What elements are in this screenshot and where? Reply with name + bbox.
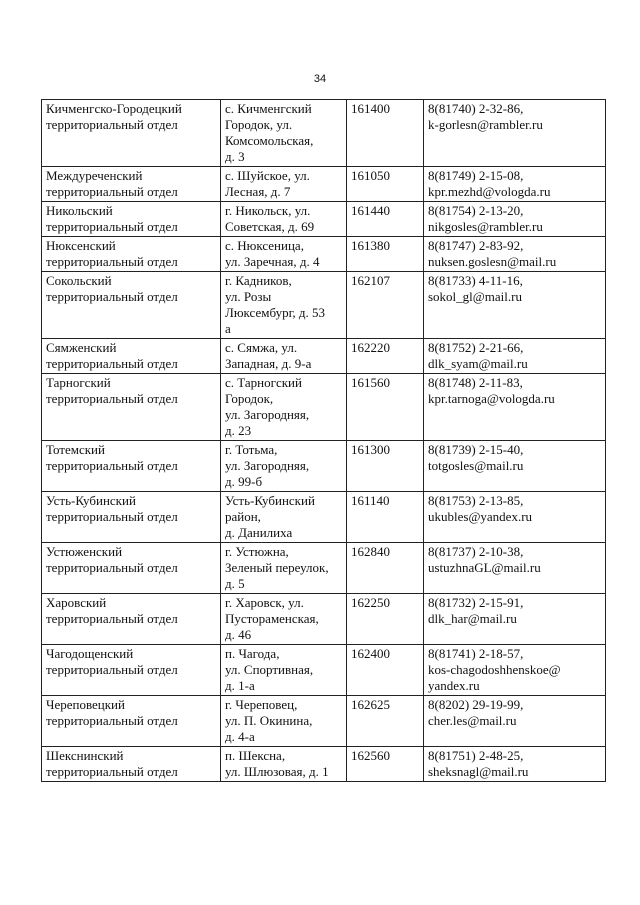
table-row xyxy=(42,272,606,339)
office-name-cell: Сокольский территориальный отдел xyxy=(42,272,221,339)
address-cell: с. Сямжа, ул. Западная, д. 9-а xyxy=(221,339,347,374)
postcode-cell: 162400 xyxy=(347,645,424,696)
address-cell: с. Нюксеница, ул. Заречная, д. 4 xyxy=(221,237,347,272)
postcode-cell: 162560 xyxy=(347,747,424,782)
offices-table xyxy=(41,99,606,782)
page-number: 34 xyxy=(313,73,327,85)
contact-cell: 8(81741) 2-18-57, kos-chagodoshhenskoe@ yandex.ru xyxy=(424,645,606,696)
office-name-cell: Сямженский территориальный отдел xyxy=(42,339,221,374)
table-row xyxy=(42,543,606,594)
office-name-cell: Кичменгско-Городецкий территориальный отдел xyxy=(42,100,221,167)
postcode-cell: 161300 xyxy=(347,441,424,492)
table-row xyxy=(42,167,606,202)
table-row xyxy=(42,747,606,782)
postcode-cell: 162107 xyxy=(347,272,424,339)
contact-cell: 8(81737) 2-10-38, ustuzhnaGL@mail.ru xyxy=(424,543,606,594)
table-row xyxy=(42,645,606,696)
postcode-cell: 162250 xyxy=(347,594,424,645)
contact-cell: 8(81753) 2-13-85, ukubles@yandex.ru xyxy=(424,492,606,543)
address-cell: с. Тарногский Городок, ул. Загородняя, д. 23 xyxy=(221,374,347,441)
address-cell: г. Череповец, ул. П. Окинина, д. 4-а xyxy=(221,696,347,747)
contact-cell: 8(81749) 2-15-08, kpr.mezhd@vologda.ru xyxy=(424,167,606,202)
postcode-cell: 161400 xyxy=(347,100,424,167)
table-row xyxy=(42,441,606,492)
contact-cell: 8(8202) 29-19-99, cher.les@mail.ru xyxy=(424,696,606,747)
office-name-cell: Тарногский территориальный отдел xyxy=(42,374,221,441)
table-row xyxy=(42,374,606,441)
contact-cell: 8(81732) 2-15-91, dlk_har@mail.ru xyxy=(424,594,606,645)
contact-cell: 8(81751) 2-48-25, sheksnagl@mail.ru xyxy=(424,747,606,782)
postcode-cell: 162840 xyxy=(347,543,424,594)
postcode-cell: 162625 xyxy=(347,696,424,747)
table-row xyxy=(42,696,606,747)
table-row xyxy=(42,100,606,167)
office-name-cell: Никольский территориальный отдел xyxy=(42,202,221,237)
table-row xyxy=(42,237,606,272)
contact-cell: 8(81754) 2-13-20, nikgosles@rambler.ru xyxy=(424,202,606,237)
address-cell: с. Кичменгский Городок, ул. Комсомольская, д. 3 xyxy=(221,100,347,167)
address-cell: г. Устюжна, Зеленый переулок, д. 5 xyxy=(221,543,347,594)
address-cell: Усть-Кубинский район, д. Данилиха xyxy=(221,492,347,543)
office-name-cell: Череповецкий территориальный отдел xyxy=(42,696,221,747)
postcode-cell: 161380 xyxy=(347,237,424,272)
contact-cell: 8(81752) 2-21-66, dlk_syam@mail.ru xyxy=(424,339,606,374)
table-row xyxy=(42,492,606,543)
table-row xyxy=(42,202,606,237)
address-cell: п. Шексна, ул. Шлюзовая, д. 1 xyxy=(221,747,347,782)
address-cell: п. Чагода, ул. Спортивная, д. 1-а xyxy=(221,645,347,696)
office-name-cell: Устюженский территориальный отдел xyxy=(42,543,221,594)
address-cell: г. Кадников, ул. Розы Люксембург, д. 53 а xyxy=(221,272,347,339)
postcode-cell: 161050 xyxy=(347,167,424,202)
office-name-cell: Междуреченский территориальный отдел xyxy=(42,167,221,202)
office-name-cell: Харовский территориальный отдел xyxy=(42,594,221,645)
office-name-cell: Нюксенский территориальный отдел xyxy=(42,237,221,272)
address-cell: с. Шуйское, ул. Лесная, д. 7 xyxy=(221,167,347,202)
table-row xyxy=(42,339,606,374)
office-name-cell: Усть-Кубинский территориальный отдел xyxy=(42,492,221,543)
contact-cell: 8(81748) 2-11-83, kpr.tarnoga@vologda.ru xyxy=(424,374,606,441)
office-name-cell: Шекснинский территориальный отдел xyxy=(42,747,221,782)
address-cell: г. Харовск, ул. Пустораменская, д. 46 xyxy=(221,594,347,645)
postcode-cell: 162220 xyxy=(347,339,424,374)
postcode-cell: 161560 xyxy=(347,374,424,441)
office-name-cell: Тотемский территориальный отдел xyxy=(42,441,221,492)
offices-table-body xyxy=(42,100,606,782)
address-cell: г. Тотьма, ул. Загородняя, д. 99-б xyxy=(221,441,347,492)
postcode-cell: 161140 xyxy=(347,492,424,543)
contact-cell: 8(81739) 2-15-40, totgosles@mail.ru xyxy=(424,441,606,492)
address-cell: г. Никольск, ул. Советская, д. 69 xyxy=(221,202,347,237)
table-row xyxy=(42,594,606,645)
postcode-cell: 161440 xyxy=(347,202,424,237)
contact-cell: 8(81733) 4-11-16, sokol_gl@mail.ru xyxy=(424,272,606,339)
contact-cell: 8(81747) 2-83-92, nuksen.goslesn@mail.ru xyxy=(424,237,606,272)
office-name-cell: Чагодощенский территориальный отдел xyxy=(42,645,221,696)
contact-cell: 8(81740) 2-32-86, k-gorlesn@rambler.ru xyxy=(424,100,606,167)
